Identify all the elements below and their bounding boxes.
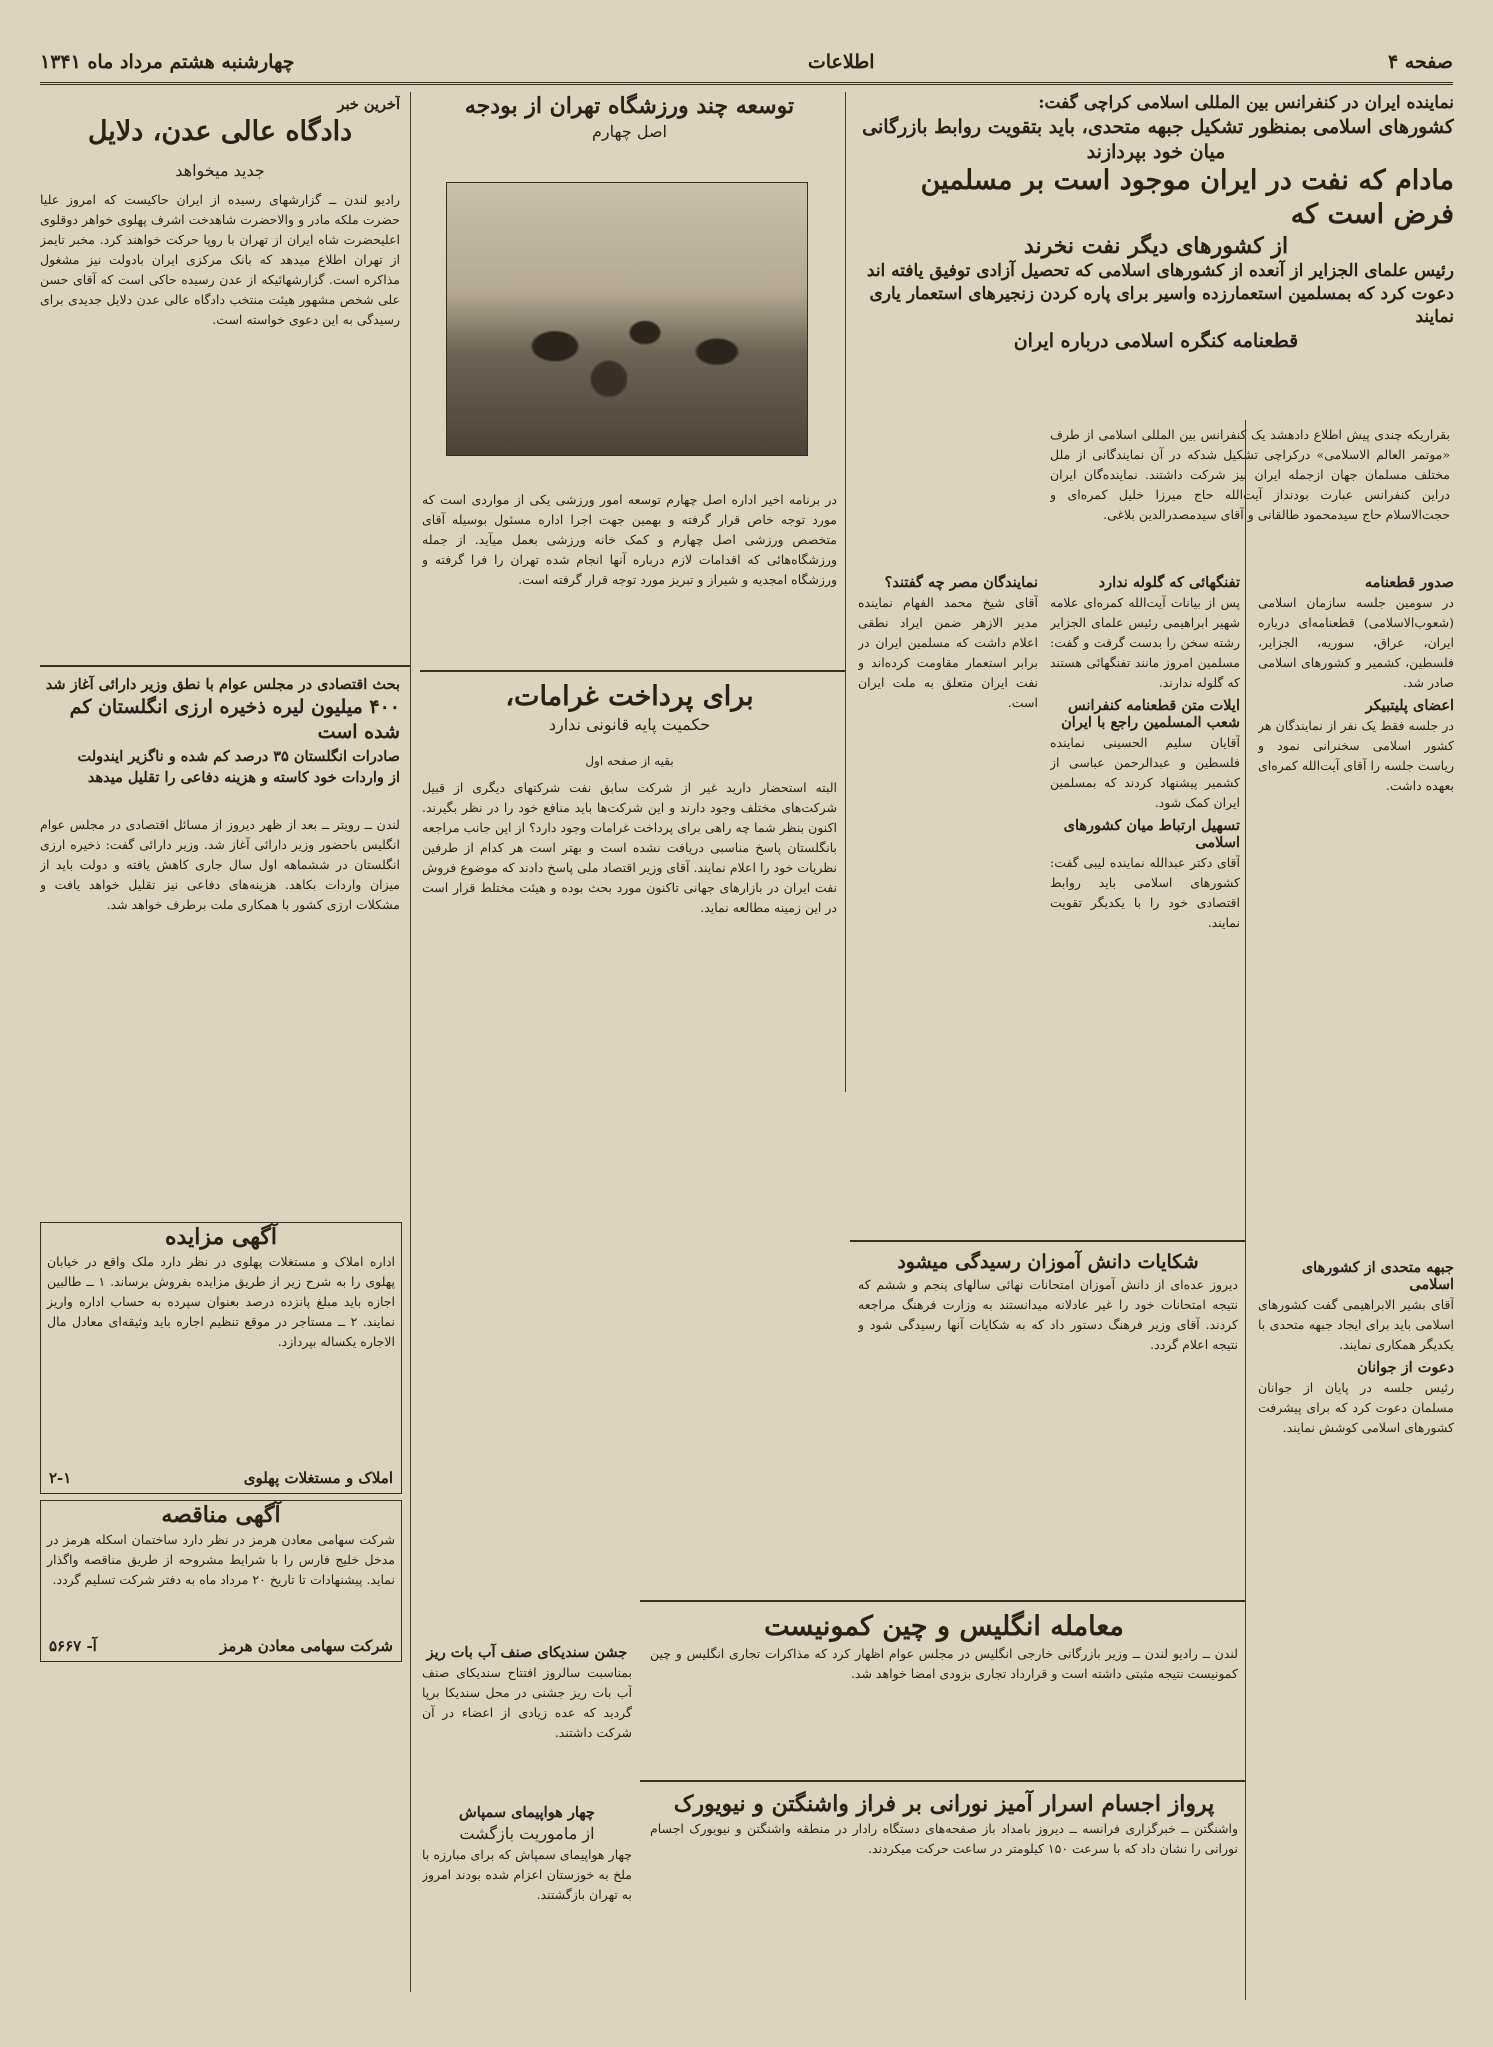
page-number: صفحه ۴ (1387, 51, 1453, 73)
unity-column (1258, 1255, 1454, 1945)
economy-header (40, 672, 400, 812)
divider (640, 1600, 1245, 1602)
britain-story (650, 1610, 1238, 1760)
economy-sub: صادرات انگلستان ۳۵ درصد کم شده و ناگزیر ایندولت (77, 748, 400, 766)
unity-head: جبهه متحدی از کشورهای اسلامی (1301, 1259, 1454, 1293)
sports-headline: توسعه چند ورزشگاه تهران از بودجه (464, 93, 795, 119)
tender-footer (41, 1637, 401, 1655)
complaints-body: دیروز عده‌ای از دانش آموزان امتحانات نهائی سالهای پنجم و ششم که نتیجه امتحانات خود را غیر عادلانه میدانستند به وزارت فرهنگ مراجعه کردند. آقای وزیر فرهنگ دستور داد که به شکایات آنها رسیدگی شود و نتیجه اعلام گردد. (858, 1276, 1238, 1352)
fines-header (422, 680, 837, 752)
unity-body2: رئیس جلسه در پایان از جوانان مسلمان دعوت کرد که برای پیشرفت کشورهای اسلامی کوشش نمایند. (1258, 1380, 1454, 1435)
masthead (40, 42, 1453, 85)
guns-column (1050, 570, 1240, 1200)
guns-head2: ایلات متن قطعنامه کنفرانس شعب المسلمین راجع با ایران (1061, 697, 1240, 731)
guns-head: تفنگهائی که گلوله ندارد (1098, 574, 1240, 591)
tender-title: آگهی مناقصه (161, 1502, 281, 1528)
latest-news-header (40, 92, 400, 162)
delegates-head: نمایندگان مصر چه گفتند؟ (884, 574, 1038, 591)
lead-line4: رئیس علمای الجزایر از آنعده از کشورهای اسلامی که تحصیل آزادی توفیق یافته اند (866, 261, 1454, 282)
planes-head: چهار هواپیمای سمپاش (459, 1804, 595, 1821)
guns-body: پس از بیانات آیت‌الله کمره‌ای علامه شهیر ابراهیمی رئیس علمای الجزایر رشته سخن را بدست گرفت و گفت: مسلمین امروز مانند تفنگهائی هستند که گلوله ندارند. (1050, 595, 1240, 690)
ceremony-body: بمناسبت سالروز افتتاح سندیکای صنف آب بات ریز جشنی در محل سندیکا برپا گردید که عده زیادی از اعضاء در آن شرکت داشتند. (422, 1665, 632, 1740)
ufo-head: پرواز اجسام اسرار آمیز نورانی بر فراز واشنگتن و نیویورک (673, 1791, 1215, 1817)
planes-story (422, 1800, 632, 1980)
latest-body: رادیو لندن ــ گزارشهای رسیده از ایران حاکیست که امروز علیا حضرت ملکه مادر و والاحضرت شاهدخت اشرف پهلوی خواهر دوقلوی اعلیحضرت شاه ایران از تهران با روپا حرکت خواهند کرد. مخبر تایمز از تهران اطلاع میدهد که بانک مرکزی ایران بادولت نیز مشغول مذاکره است. گزارشهائیکه از عدن رسیده حاکی است که آقای حسن علی شخص مشهور هیئت منتخب دادگاه عالی عدن دلایل جدیدی برای رسیدگی به این دعوی خواسته است. (40, 192, 400, 327)
lead-kicker: نماینده ایران در کنفرانس بین المللی اسلامی کراچی گفت: (1038, 93, 1454, 113)
sports-photo (446, 182, 808, 456)
complaints-story (858, 1250, 1238, 1570)
lead-line2: میان خود بپردازند (1086, 140, 1226, 163)
column-rule (410, 92, 411, 1992)
lead-line5: دعوت کرد که بمسلمین استعمارزده واسیر برای پاره کردن زنجیرهای استعمار یاری نمایند (869, 284, 1454, 328)
lead-body: بقراریکه چندی پیش اطلاع دادهشد یک کنفرانس بین المللی اسلامی از طرف «موتمر العالم الاسلامی» درکراچی تشکیل شدکه در آن نمایندگانی از ملل مختلف مسلمان جهان ازجمله ایران نیز شرکت داشتند. نماینده‌گان ایران دراین کنفرانس عبارت بودنداز آیت‌الله حاج میرزا خلیل کمره‌ای و حجت‌الاسلام حاج سیدمحمود طالقانی و آقای سیدمصدرالدین بلاغی. (1050, 427, 1450, 522)
divider (850, 1240, 1245, 1242)
resolution-head2: اعضای پلیتبیکر (1365, 697, 1454, 714)
column-rule (845, 92, 846, 1092)
fines-sub: حکمیت پایه قانونی ندارد (548, 714, 711, 734)
guns-body3: آقای دکتر عبدالله نماینده لیبی گفت: کشورهای اسلامی باید روابط اقتصادی خود را با یکدیگر تقویت نمایند. (1050, 855, 1240, 930)
sports-body: در برنامه اخیر اداره اصل چهارم توسعه امور ورزشی یکی از مواردی است که مورد توجه خاص قرار گرفته و بهمین جهت اجرا اداره مسئول بوسیله آقای متخصص ورزشی اصل چهارم و کمک خانه ورزشی بعمل میآید. از جمله ورزشگاه‌هائی که اقدامات لازم درباره آنها انجام شده تهران را فرا گرفته و ورزشگاه امجدیه و شیراز و تبریز مورد توجه قرار گرفته است. (422, 492, 837, 587)
sports-sub: اصل چهارم (591, 121, 667, 141)
column-rule (1245, 420, 1246, 2000)
delegates-body: آقای شیخ محمد الفهام نماینده مدیر الازهر ضمن ایراد نطقی اعلام داشت که مسلمین ایران در برابر استعمار مقاومت کرده‌اند و نفت ایران متعلق به ملت ایران است. (858, 595, 1038, 710)
ceremony-head: جشن سندیکای صنف آب بات ریز (426, 1644, 628, 1661)
planes-sub: از ماموریت بازگشت (459, 1824, 595, 1843)
unity-body: آقای بشیر الابراهیمی گفت کشورهای اسلامی باید برای ایجاد جبهه متحدی با یکدیگر همکاری نمایند. (1258, 1297, 1454, 1352)
fines-body: البته استحضار دارید غیر از شرکت سابق نفت شرکتهای دیگری از قبیل شرکت‌های مختلف وجود دارند و این شرکت‌ها باید منافع خود را در نظر بگیرند. اکنون بنظر شما چه راهی برای پرداخت غرامات وجود دارد؟ از این جانب مراجعه بانگلستان پاسخ مناسبی دریافت نشده است و بهتر است هر کدام از طرفین نظریات خود را اعلام نمایند. آقای وزیر اقتصاد ملی پاسخ دادند که موضوع فروش نفت ایران در بازارهای جهانی تاکنون مورد بحث بوده و هیئت مختلط قرار است در این زمینه مطالعه نماید. (422, 780, 837, 915)
delegates-column (858, 570, 1038, 1080)
auction-footer (41, 1469, 401, 1487)
tender-sign: شرکت سهامی معادن هرمز (219, 1637, 393, 1655)
sports-header (422, 92, 837, 182)
britain-body: لندن ــ رادیو لندن ــ وزیر بازرگانی خارجی انگلیس در مجلس عوام اظهار کرد که مذاکرات تجاری انگلیس و چین کمونیست نتیجه مثبتی داشته است و قرارداد تجاری بزودی امضا خواهد شد. (650, 1645, 1238, 1681)
complaints-head: شکایات دانش آموزان رسیدگی میشود (897, 1251, 1199, 1273)
divider (640, 1780, 1245, 1782)
lead-headline: مادام که نفت در ایران موجود است بر مسلمین فرض است که (920, 165, 1454, 231)
issue-date: چهارشنبه هشتم مرداد ماه ۱۳۴۱ (40, 51, 295, 73)
lead-story-header (858, 92, 1454, 422)
ufo-body: واشنگتن ــ خبرگزاری فرانسه ــ دیروز بامداد باز صفحه‌های دستگاه رادار در منطقه واشنگتن و نیویورک اجسام نورانی را نشان داد که با سرعت ۱۵۰ کیلومتر در ساعت حرکت میکردند. (650, 1820, 1238, 1856)
auction-title: آگهی مزایده (165, 1224, 277, 1250)
latest-headline: دادگاه عالی عدن، دلایل (87, 116, 353, 147)
tender-body: شرکت سهامی معادن هرمز در نظر دارد ساختمان اسکله هرمز در مدخل خلیج فارس را با شرایط مشروحه از طریق مناقصه واگذار نماید. پیشنهادات تا تاریخ ۲۰ مرداد ماه به دفتر شرکت تسلیم گردد. (47, 1531, 395, 1587)
resolution-head: صدور قطعنامه (1364, 574, 1454, 591)
lead-line1: کشورهای اسلامی بمنظور تشکیل جبهه متحدی، باید بتقویت روابط بازرگانی (862, 115, 1454, 138)
auction-ad (40, 1222, 402, 1494)
paper-name: اطلاعات (807, 51, 875, 73)
guns-body2: آقایان سلیم الحسینی نماینده فلسطین و عبدالرحمن عباسی از کشمیر پیشنهاد کردند که بمسلمین ایران کمک شود. (1050, 735, 1240, 810)
lead-line6: قطعنامه کنگره اسلامی درباره ایران (1013, 330, 1299, 353)
resolution-column (1258, 570, 1454, 1250)
latest-sub: جدید میخواهد (175, 161, 265, 180)
latest-title: آخرین خبر (337, 96, 400, 113)
unity-head2: دعوت از جوانان (1357, 1359, 1454, 1376)
britain-head: معامله انگلیس و چین کمونیست (764, 1611, 1124, 1642)
economy-headline: ۴۰۰ میلیون لیره ذخیره ارزی انگلستان کم شده است (69, 696, 400, 743)
fines-headline: برای پرداخت غرامات، (505, 681, 754, 712)
tender-ad (40, 1500, 402, 1662)
auction-body: اداره املاک و مستغلات پهلوی در نظر دارد ملک واقع در خیابان پهلوی را به شرح زیر از طریق مزایده بفروش برساند. ۱ ــ طالبین اجازه باید مبلغ پانزده درصد بعنوان سپرده به حساب اداره واریز نمایند. ۲ ــ مستاجر در موقع تنظیم اجاره باید وثیقه‌ای معادل مال الاجاره یکساله بپردازد. (47, 1253, 395, 1349)
auction-sign: املاک و مستغلات پهلوی (243, 1469, 393, 1487)
tender-code: آ- ۵۶۶۷ (49, 1637, 97, 1655)
resolution-body2: در جلسه فقط یک نفر از نمایندگان هر کشور اسلامی سخنرانی نمود و ریاست جلسه را آقای آیت‌الله کمره‌ای بعهده داشت. (1258, 718, 1454, 793)
divider (40, 665, 410, 667)
planes-body: چهار هواپیمای سمپاش که برای مبارزه با ملخ به خوزستان اعزام شده بودند امروز به تهران بازگشتند. (422, 1846, 632, 1902)
ufo-story (650, 1790, 1238, 1990)
resolution-body: در سومین جلسه سازمان اسلامی (شعوب‌الاسلامی) قطعنامه‌ای درباره ایران، عراق، سوریه، الجزایر، فلسطین، کشمیر و کشورهای اسلامی صادر شد. (1258, 595, 1454, 690)
economy-sub2: از واردات خود کاسته و هزینه دفاعی را تقلیل میدهد (87, 769, 400, 787)
ceremony-story (422, 1640, 632, 1790)
economy-kicker: بحث اقتصادی در مجلس عوام با نطق وزیر دارائی آغاز شد (45, 676, 400, 693)
economy-body: لندن ــ رویتر ــ بعد از ظهر دیروز از مسائل اقتصادی در مجلس عوام انگلیس باحضور وزیر دارائی آغاز شد. وزیر دارائی گفت: ذخیره ارزی انگلستان در ششماهه اول سال جاری کاهش یافته و دولت باید از میزان واردات بکاهد. هزینه‌های دفاعی نیز تقلیل خواهد یافت و مشکلات ارزی کشور با همکاری ملت برطرف خواهد شد. (40, 817, 400, 912)
divider (420, 670, 845, 672)
fines-cont: بقیه از صفحه اول (585, 754, 674, 768)
auction-code: ۲-۱ (49, 1469, 72, 1487)
guns-head3: تسهیل ارتباط میان کشورهای اسلامی (1063, 817, 1240, 851)
lead-line3: از کشورهای دیگر نفت نخرند (1023, 232, 1289, 259)
